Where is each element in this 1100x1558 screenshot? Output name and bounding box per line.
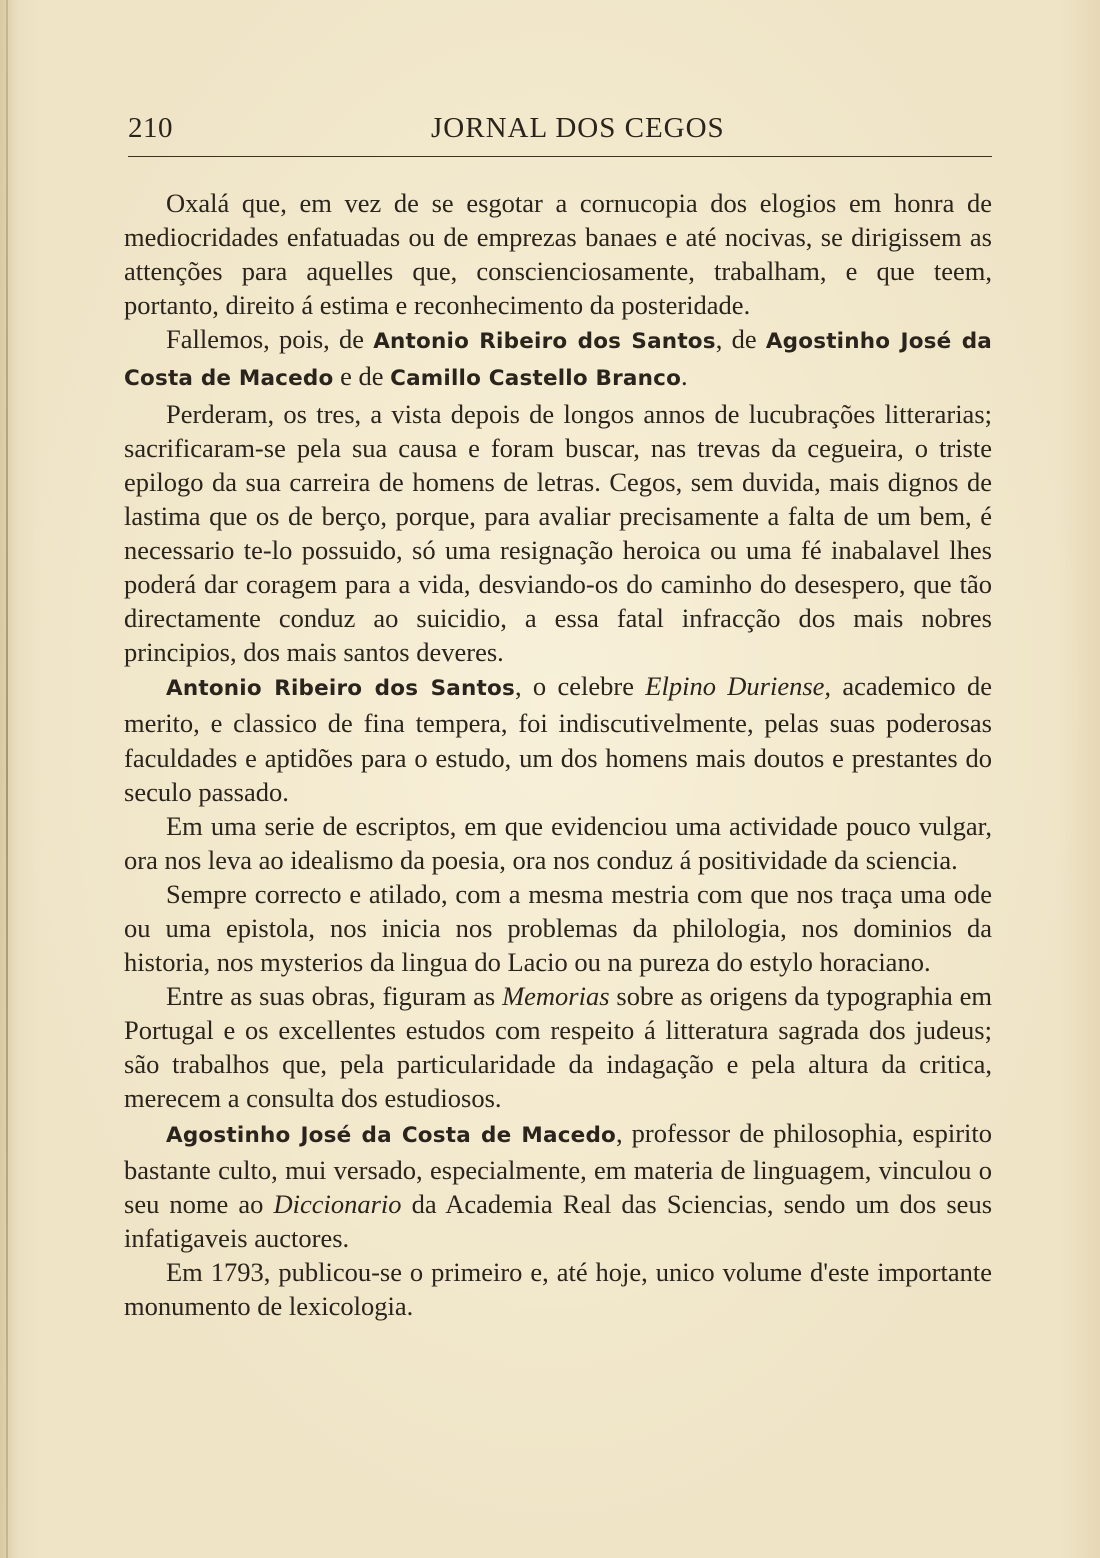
running-title: JORNAL DOS CEGOS xyxy=(431,112,725,144)
person-name: Camillo Castello Branco xyxy=(390,366,682,392)
page-header xyxy=(128,112,992,152)
paragraph-text: Sempre correcto e atilado, com a mesma mestria com que nos traça uma ode ou uma epistola, nos inicia nos problemas da philologia, nos dominios da historia, nos mysterios da lingua do Lacio ou na pureza do estylo horaciano. xyxy=(124,878,992,978)
paragraph-text: Oxalá que, em vez de se esgotar a cornucopia dos elogios em honra de mediocridades enfatuadas ou de emprezas banaes e até nocivas, se dirigissem as attenções para aquelles que, conscienciosamente, trabalham, e que teem, portanto, direito á estima e reconhecimento da posteridade. xyxy=(124,188,992,321)
paragraph-text: sobre as origens da typographia em Portugal e os excellentes estudos com respeito á litteratura sagrada dos judeus; são trabalhos que, pela particularidade da indagação e pela altura da critica, merecem a consulta dos estudiosos. xyxy=(124,981,992,1114)
work-title: Diccionario xyxy=(273,1188,402,1219)
pseudonym: Elpino Duriense, xyxy=(645,671,832,702)
paragraph-text: Em 1793, publicou-se o primeiro e, até hoje, unico volume d'este importante monumento de lexicologia. xyxy=(124,1256,992,1321)
paragraph-8 xyxy=(124,1116,992,1255)
paragraph-text: Perderam, os tres, a vista depois de longos annos de lucubrações litterarias; sacrificaram-se pela sua causa e foram buscar, nas trevas da cegueira, o triste epilogo da sua carreira de homens de letras. Cegos, sem duvida, mais dignos de lastima que os de berço, porque, para avaliar precisamente a falta de um bem, é necessario te-lo possuido, só uma resignação heroica ou uma fé inabalavel lhes poderá dar coragem para a vida, desviando-os do caminho do desespero, que tão directamente conduz ao suicidio, a essa fatal infracção dos mais nobres principios, dos mais santos deveres. xyxy=(124,398,992,668)
binding-edge xyxy=(6,0,8,1558)
paragraph-6 xyxy=(124,877,992,979)
paragraph-text: . xyxy=(681,361,688,392)
paragraph-text: da Academia Real das Sciencias, sendo um dos seus infatigaveis auctores. xyxy=(124,1188,993,1253)
paragraph-2 xyxy=(124,322,992,396)
header-rule xyxy=(128,156,992,157)
person-name: Agostinho José da Costa de Macedo xyxy=(124,329,993,392)
paragraph-text: , professor de philosophia, espirito bastante culto, mui versado, especialmente, em materia de linguagem, vinculou o seu nome ao xyxy=(124,1117,992,1219)
paragraph-text: , o celebre xyxy=(514,671,646,702)
paragraph-text: academico de merito, e classico de fina tempera, foi indiscutivelmente, pelas suas poderosas faculdades e aptidões para o estudo, um dos homens mais doutos e prestantes do seculo passado. xyxy=(124,671,993,807)
paragraph-7 xyxy=(124,979,992,1115)
page-number: 210 xyxy=(128,112,173,144)
paragraph-1 xyxy=(124,186,992,322)
person-name: Antonio Ribeiro dos Santos xyxy=(166,676,515,702)
person-name: Antonio Ribeiro dos Santos xyxy=(373,329,716,355)
paragraph-text: Entre as suas obras, figuram as xyxy=(166,981,503,1012)
article-body xyxy=(124,186,992,1323)
person-name: Agostinho José da Costa de Macedo xyxy=(166,1122,617,1148)
paragraph-9 xyxy=(124,1255,992,1323)
paragraph-text: , de xyxy=(715,324,766,355)
paragraph-text: e de xyxy=(333,361,391,392)
paragraph-text: Em uma serie de escriptos, em que evidenciou uma actividade pouco vulgar, ora nos leva ao idealismo da poesia, ora nos conduz á positividade da sciencia. xyxy=(124,810,992,875)
paragraph-4 xyxy=(124,669,992,808)
paragraph-text: Fallemos, pois, de xyxy=(166,324,374,355)
paragraph-5 xyxy=(124,809,992,877)
paragraph-3 xyxy=(124,397,992,670)
work-title: Memorias xyxy=(502,981,610,1012)
